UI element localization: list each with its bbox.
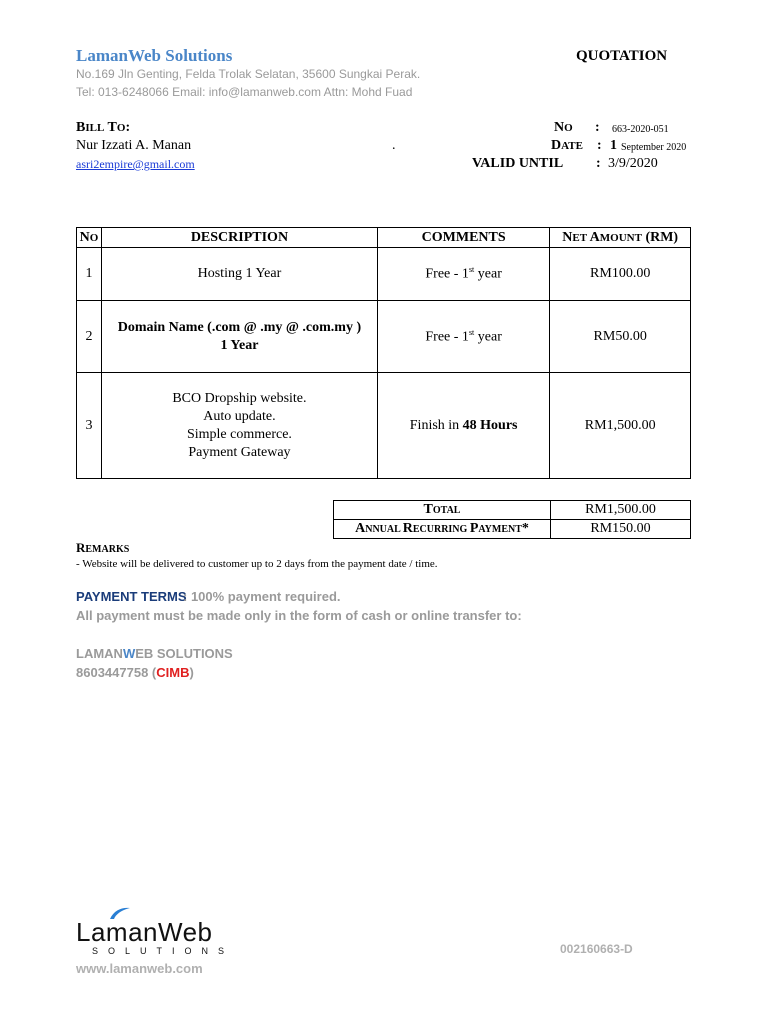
col-header-no: NO [77,228,102,248]
total-label: TOTAL [334,501,551,520]
row-description: Hosting 1 Year [101,248,377,301]
payment-terms-label: PAYMENT TERMS [76,589,187,604]
row-number: 1 [77,248,102,301]
remarks-text: - Website will be delivered to customer up to 2 days from the payment date / time. [76,558,438,570]
row-amount: RM1,500.00 [550,373,691,479]
description-line: Payment Gateway [188,444,291,460]
col-header-comments: COMMENTS [377,228,549,248]
date-day: 1 [610,138,617,153]
col-header-description: DESCRIPTION [101,228,377,248]
date-label: DATE [551,138,583,153]
table-row [77,301,691,373]
quote-number-value: 663-2020-051 [612,124,669,135]
row-comment: Free - 1st year [377,301,549,373]
row-number: 2 [77,301,102,373]
payment-terms-text: : 100% payment required. [183,589,341,604]
valid-until-label: VALID UNTIL [472,156,564,171]
table-row [77,248,691,301]
col-header-net-amount: NET AMOUNT (RM) [550,228,691,248]
total-row [334,501,691,520]
annual-payment-label: ANNUAL RECURRING PAYMENT* [334,520,551,539]
valid-until-colon: : [596,156,601,171]
company-logo: LamanWeb [76,917,213,947]
date-month-year: September 2020 [621,142,687,153]
annual-payment-value: RM150.00 [551,520,691,539]
description-line: Auto update. [203,408,276,424]
company-contact: Tel: 013-6248066 Email: info@lamanweb.com Attn: Mohd Fuad [76,85,413,99]
company-address: No.169 Jln Genting, Felda Trolak Selatan, 35600 Sungkai Perak. [76,67,421,81]
separator-dot: . [392,138,396,153]
document-title: QUOTATION [576,48,668,64]
date-colon: : [597,138,602,153]
company-registration-number: 002160663-D [560,942,633,956]
row-amount: RM100.00 [550,248,691,301]
customer-name: Nur Izzati A. Manan [76,138,192,153]
total-value: RM1,500.00 [551,501,691,520]
quote-number-colon: : [595,120,600,135]
totals-table [333,500,691,539]
annual-payment-row [334,520,691,539]
bank-account-name: LAMANWEB SOLUTIONS [76,646,233,661]
row-amount: RM50.00 [550,301,691,373]
table-row [77,373,691,479]
payment-note: All payment must be made only in the form of cash or online transfer to: [76,608,522,623]
description-line: Domain Name (.com @ .my @ .com.my ) [117,319,362,335]
company-website: www.lamanweb.com [76,961,203,976]
row-description [101,373,377,479]
description-line: BCO Dropship website. [172,390,307,406]
row-comment: Finish in 48 Hours [377,373,549,479]
company-name: LamanWeb Solutions [76,46,233,65]
table-header-row [77,228,691,248]
row-number: 3 [77,373,102,479]
valid-until-value: 3/9/2020 [608,156,658,171]
row-description [101,301,377,373]
remarks-label: REMARKS [76,540,130,555]
quote-number-label: NO [554,120,573,135]
company-logo-subtitle: SOLUTIONS [92,946,235,956]
bank-account-number: 8603447758 (CIMB) [76,665,194,680]
description-line: 1 Year [220,337,259,353]
items-table [76,227,691,479]
customer-email-link[interactable]: asri2empire@gmail.com [76,157,195,171]
bill-to-label: BILL TO: [76,120,131,135]
description-line: Simple commerce. [186,426,292,442]
row-comment: Free - 1st year [377,248,549,301]
